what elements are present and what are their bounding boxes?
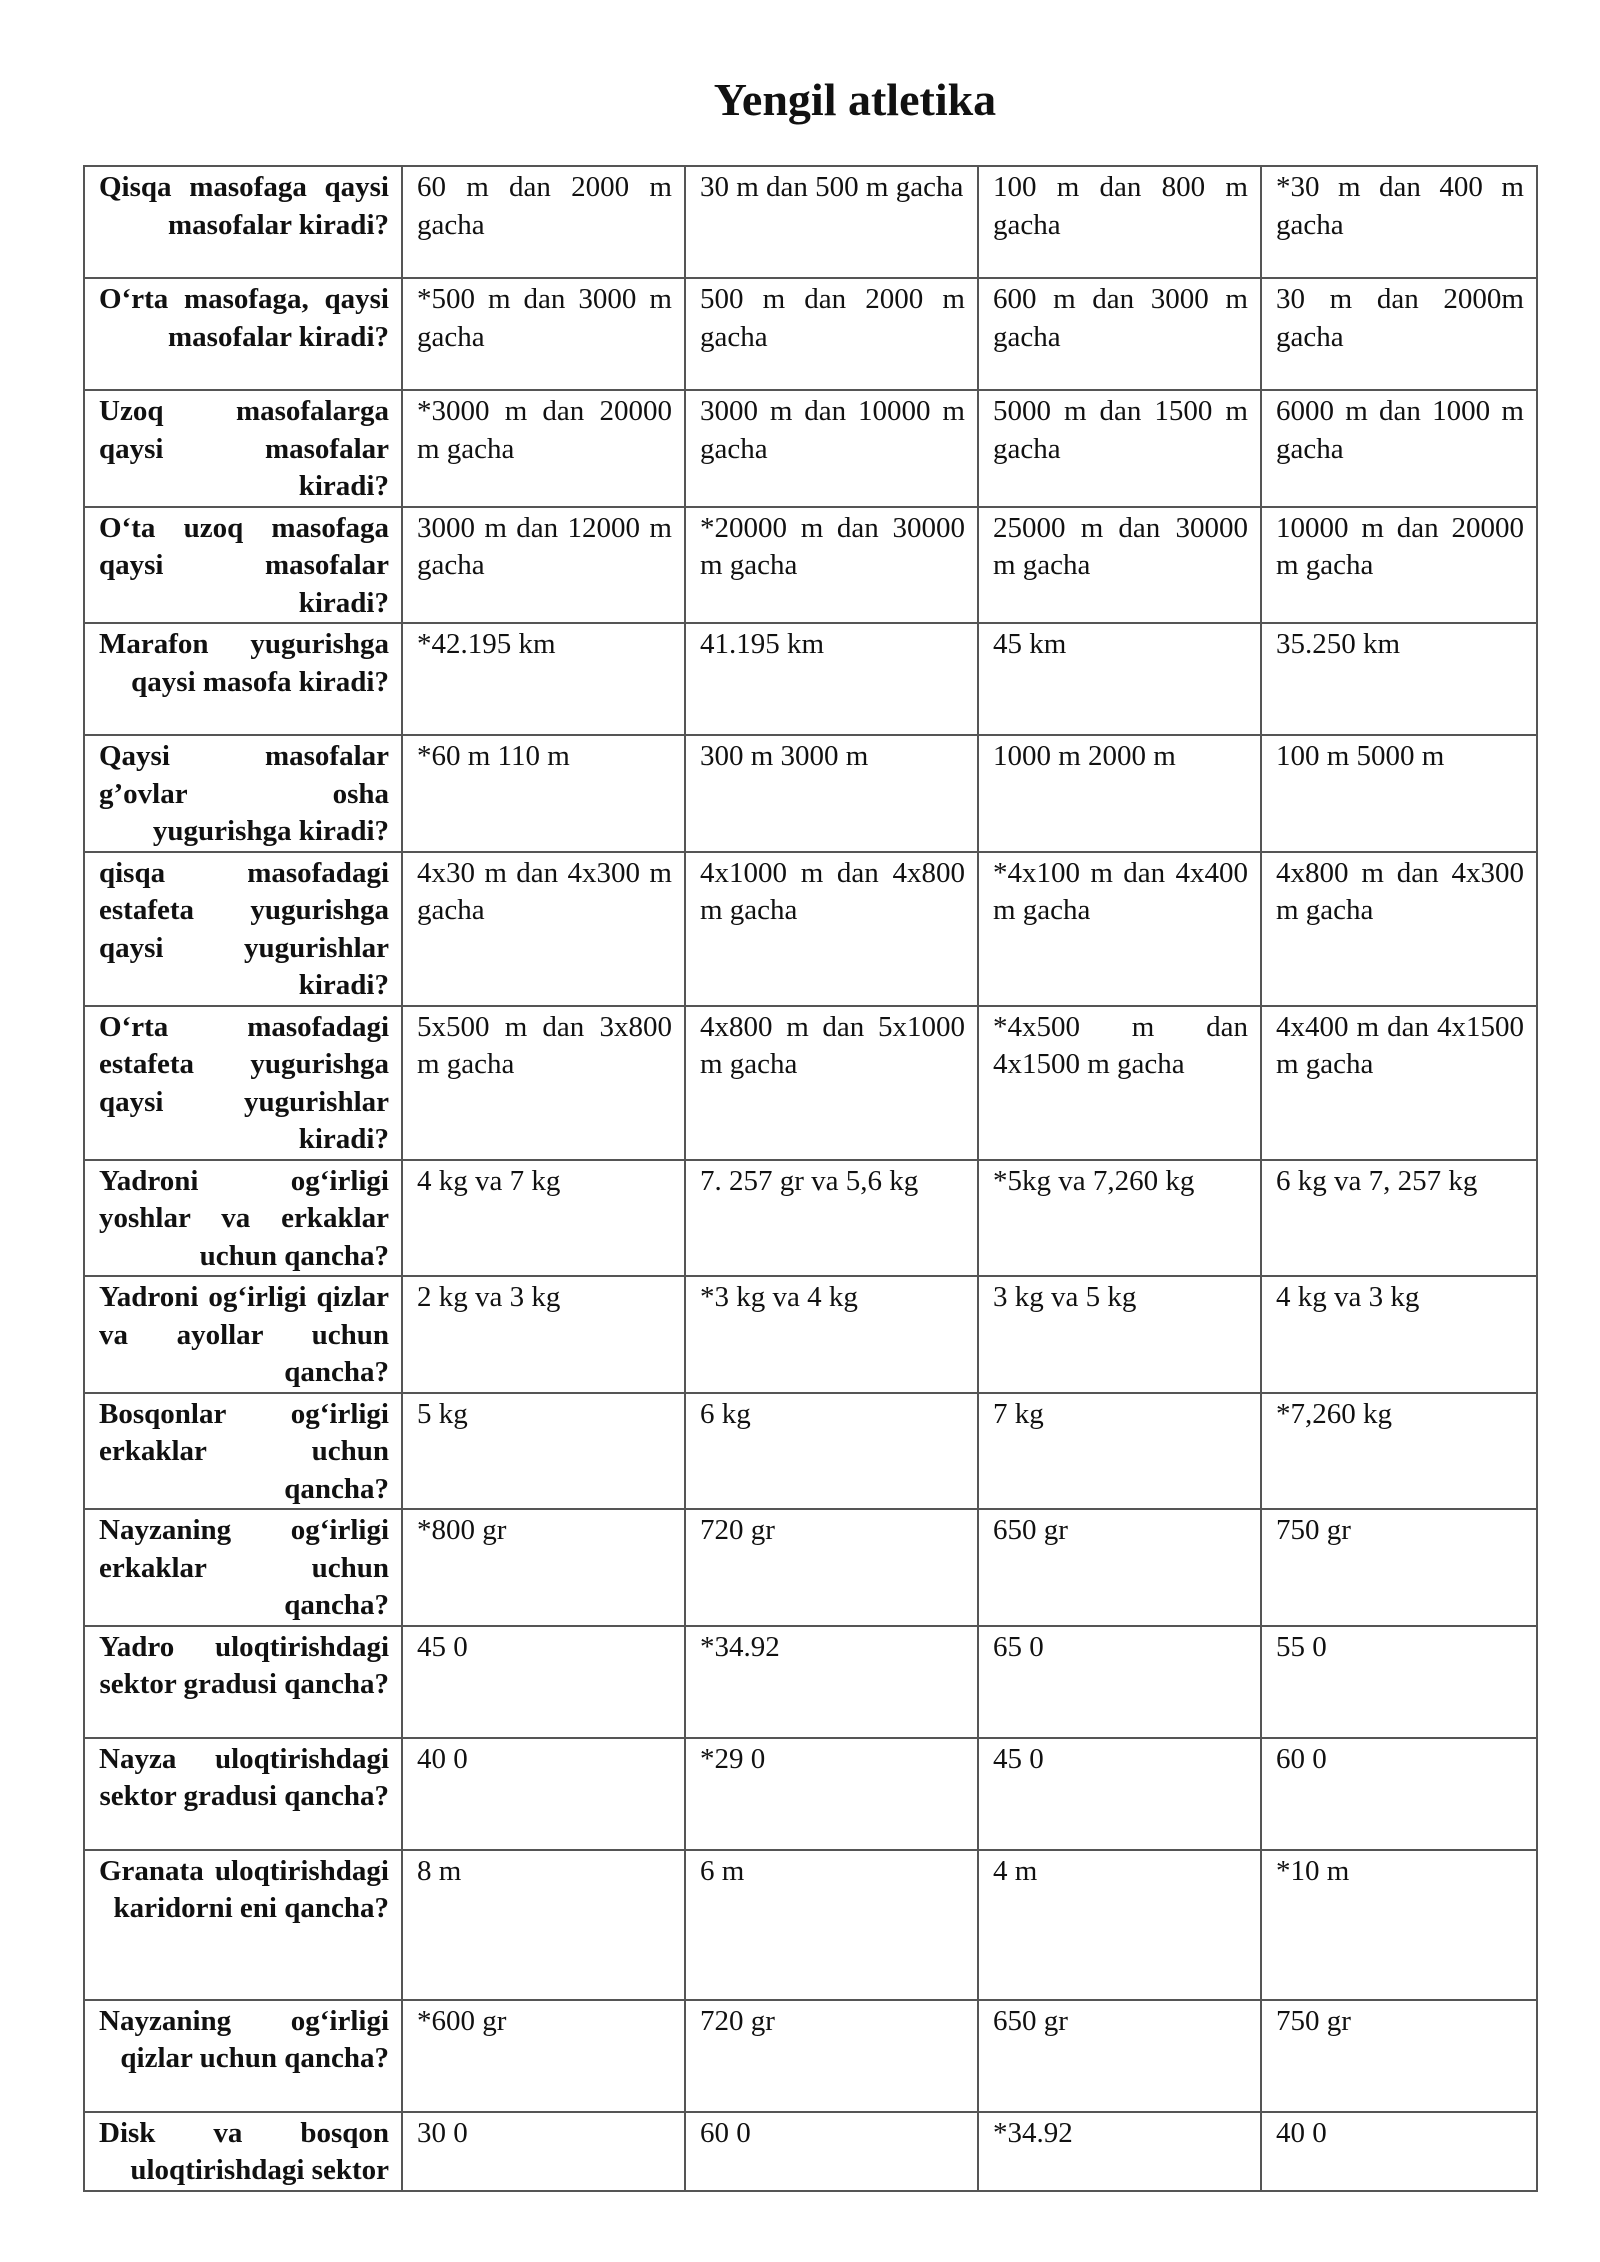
answer-cell: 4 m (978, 1850, 1261, 2000)
answer-cell: 4x400 m dan 4x1500 m gacha (1261, 1006, 1537, 1160)
answer-cell: 40 0 (402, 1738, 685, 1850)
answer-cell: 45 km (978, 623, 1261, 735)
answer-cell: *34.92 (978, 2112, 1261, 2191)
table-row (84, 507, 1537, 624)
answer-cell: 3000 m dan 12000 m gacha (402, 507, 685, 624)
question-cell: O‘rta masofadagi estafeta yugurishga qaysi yugurishlar kiradi? (84, 1006, 402, 1160)
answer-cell: 650 gr (978, 2000, 1261, 2112)
answer-cell: 65 0 (978, 1626, 1261, 1738)
answer-cell: 5 kg (402, 1393, 685, 1510)
answer-cell: 60 0 (1261, 1738, 1537, 1850)
answer-cell: 5x500 m dan 3x800 m gacha (402, 1006, 685, 1160)
answer-cell: 41.195 km (685, 623, 978, 735)
question-cell: Nayzaning og‘irligi qizlar uchun qancha? (84, 2000, 402, 2112)
table-row (84, 278, 1537, 390)
answer-cell: 2 kg va 3 kg (402, 1276, 685, 1393)
table-row (84, 1509, 1537, 1626)
answer-cell: *42.195 km (402, 623, 685, 735)
table-row (84, 735, 1537, 852)
answer-cell: *34.92 (685, 1626, 978, 1738)
answer-cell: 6 m (685, 1850, 978, 2000)
answer-cell: *29 0 (685, 1738, 978, 1850)
question-cell: Granata uloqtirishdagi karidorni eni qancha? (84, 1850, 402, 2000)
answer-cell: *4x100 m dan 4x400 m gacha (978, 852, 1261, 1006)
answer-cell: 720 gr (685, 2000, 978, 2112)
question-cell: Qisqa masofaga qaysi masofalar kiradi? (84, 166, 402, 278)
question-cell: Bosqonlar og‘irligi erkaklar uchun qancha? (84, 1393, 402, 1510)
answer-cell: *500 m dan 3000 m gacha (402, 278, 685, 390)
answer-cell: 30 m dan 500 m gacha (685, 166, 978, 278)
question-cell: Qaysi masofalar g’ovlar osha yugurishga kiradi? (84, 735, 402, 852)
answer-cell: 500 m dan 2000 m gacha (685, 278, 978, 390)
table-row (84, 166, 1537, 278)
table-row (84, 852, 1537, 1006)
answer-cell: *4x500 m dan 4x1500 m gacha (978, 1006, 1261, 1160)
table-row (84, 1850, 1537, 2000)
answer-cell: 25000 m dan 30000 m gacha (978, 507, 1261, 624)
answer-cell: 45 0 (978, 1738, 1261, 1850)
answer-cell: 6 kg va 7, 257 kg (1261, 1160, 1537, 1277)
answer-cell: 60 m dan 2000 m gacha (402, 166, 685, 278)
question-cell: Uzoq masofalarga qaysi masofalar kiradi? (84, 390, 402, 507)
table-row (84, 2000, 1537, 2112)
question-cell: qisqa masofadagi estafeta yugurishga qaysi yugurishlar kiradi? (84, 852, 402, 1006)
answer-cell: *3000 m dan 20000 m gacha (402, 390, 685, 507)
answer-cell: 35.250 km (1261, 623, 1537, 735)
answer-cell: 8 m (402, 1850, 685, 2000)
answer-cell: 30 m dan 2000m gacha (1261, 278, 1537, 390)
table-row (84, 1738, 1537, 1850)
answer-cell: 4x30 m dan 4x300 m gacha (402, 852, 685, 1006)
answer-cell: 750 gr (1261, 1509, 1537, 1626)
answer-cell: 650 gr (978, 1509, 1261, 1626)
table-row (84, 2112, 1537, 2191)
table-row (84, 1626, 1537, 1738)
table-row (84, 1393, 1537, 1510)
answer-cell: 3 kg va 5 kg (978, 1276, 1261, 1393)
question-cell: Yadroni og‘irligi qizlar va ayollar uchun qancha? (84, 1276, 402, 1393)
answer-cell: 60 0 (685, 2112, 978, 2191)
answer-cell: 750 gr (1261, 2000, 1537, 2112)
question-cell: Yadroni og‘irligi yoshlar va erkaklar uchun qancha? (84, 1160, 402, 1277)
page-title: Yengil atletika (713, 74, 997, 125)
question-cell: Marafon yugurishga qaysi masofa kiradi? (84, 623, 402, 735)
answer-cell: 45 0 (402, 1626, 685, 1738)
answer-cell: 6 kg (685, 1393, 978, 1510)
answer-cell: 4 kg va 7 kg (402, 1160, 685, 1277)
answer-cell: 4x1000 m dan 4x800 m gacha (685, 852, 978, 1006)
answer-cell: 40 0 (1261, 2112, 1537, 2191)
answer-cell: 5000 m dan 1500 m gacha (978, 390, 1261, 507)
answer-cell: 4x800 m dan 4x300 m gacha (1261, 852, 1537, 1006)
answer-cell: 1000 m 2000 m (978, 735, 1261, 852)
answer-cell: *7,260 kg (1261, 1393, 1537, 1510)
answer-cell: *60 m 110 m (402, 735, 685, 852)
answer-cell: 10000 m dan 20000 m gacha (1261, 507, 1537, 624)
answer-cell: *10 m (1261, 1850, 1537, 2000)
answer-cell: 100 m 5000 m (1261, 735, 1537, 852)
answer-cell: 30 0 (402, 2112, 685, 2191)
question-cell: Disk va bosqon uloqtirishdagi sektor (84, 2112, 402, 2191)
table-row (84, 1160, 1537, 1277)
answer-cell: 720 gr (685, 1509, 978, 1626)
question-cell: Nayza uloqtirishdagi sektor gradusi qancha? (84, 1738, 402, 1850)
table-row (84, 1276, 1537, 1393)
quiz-table-body (84, 166, 1537, 2191)
answer-cell: *20000 m dan 30000 m gacha (685, 507, 978, 624)
question-cell: Yadro uloqtirishdagi sektor gradusi qancha? (84, 1626, 402, 1738)
quiz-table (83, 165, 1538, 2192)
answer-cell: *3 kg va 4 kg (685, 1276, 978, 1393)
answer-cell: 55 0 (1261, 1626, 1537, 1738)
answer-cell: 300 m 3000 m (685, 735, 978, 852)
answer-cell: *800 gr (402, 1509, 685, 1626)
answer-cell: 100 m dan 800 m gacha (978, 166, 1261, 278)
answer-cell: 4x800 m dan 5x1000 m gacha (685, 1006, 978, 1160)
answer-cell: *30 m dan 400 m gacha (1261, 166, 1537, 278)
question-cell: Nayzaning og‘irligi erkaklar uchun qancha? (84, 1509, 402, 1626)
table-row (84, 390, 1537, 507)
answer-cell: *600 gr (402, 2000, 685, 2112)
answer-cell: *5kg va 7,260 kg (978, 1160, 1261, 1277)
question-cell: O‘ta uzoq masofaga qaysi masofalar kiradi? (84, 507, 402, 624)
question-cell: O‘rta masofaga, qaysi masofalar kiradi? (84, 278, 402, 390)
table-row (84, 623, 1537, 735)
answer-cell: 4 kg va 3 kg (1261, 1276, 1537, 1393)
answer-cell: 3000 m dan 10000 m gacha (685, 390, 978, 507)
answer-cell: 6000 m dan 1000 m gacha (1261, 390, 1537, 507)
answer-cell: 7 kg (978, 1393, 1261, 1510)
table-row (84, 1006, 1537, 1160)
answer-cell: 7. 257 gr va 5,6 kg (685, 1160, 978, 1277)
answer-cell: 600 m dan 3000 m gacha (978, 278, 1261, 390)
